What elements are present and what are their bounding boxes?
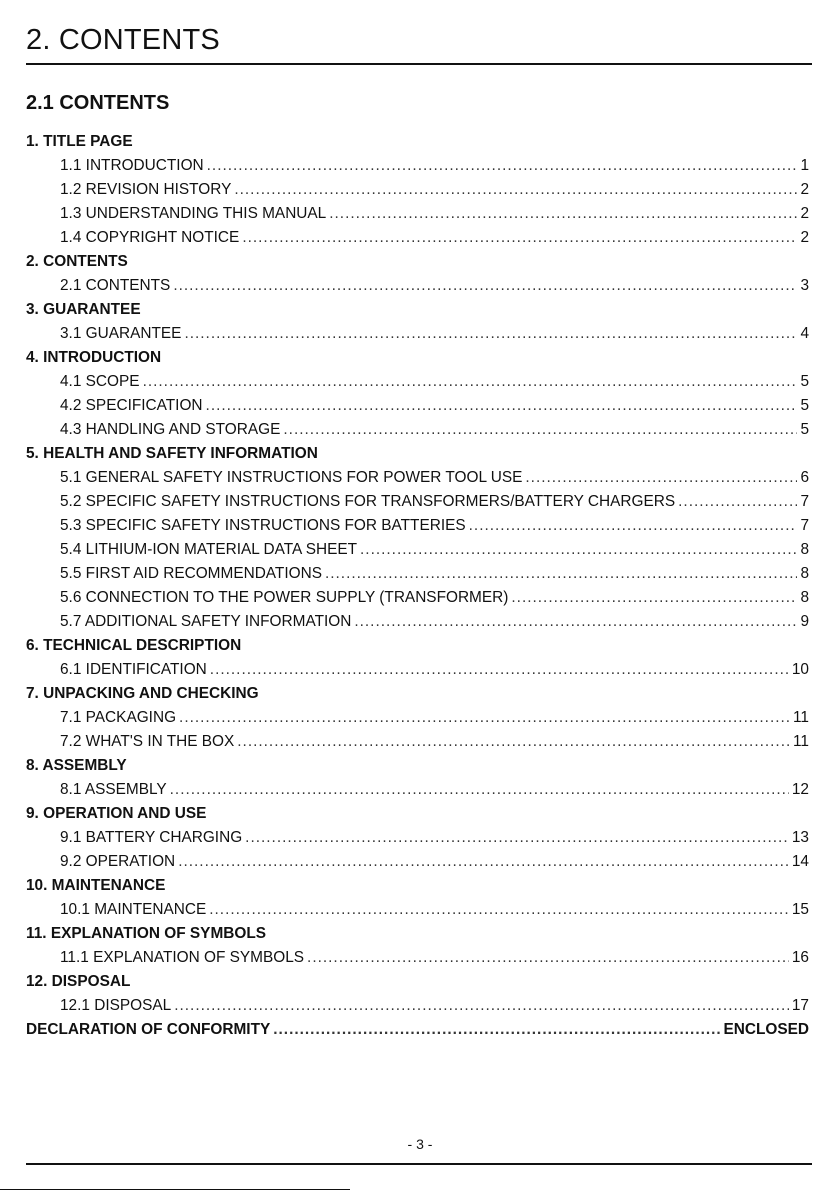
toc-entry-page: 7 — [800, 517, 809, 534]
toc-entry-page: 10 — [791, 661, 809, 678]
toc-dot-leader — [307, 946, 789, 970]
toc-dot-leader — [174, 994, 789, 1018]
toc-entry-label: 5.1 GENERAL SAFETY INSTRUCTIONS FOR POWER TOOL USE — [60, 469, 523, 486]
toc-entry-label: 5.2 SPECIFIC SAFETY INSTRUCTIONS FOR TRANSFORMERS/BATTERY CHARGERS — [60, 493, 676, 510]
toc-section-entry — [26, 466, 809, 490]
toc-entry-label: 4. INTRODUCTION — [26, 349, 162, 366]
toc-dot-leader — [283, 418, 797, 442]
toc-dot-leader — [242, 226, 797, 250]
toc-entry-page: 5 — [800, 397, 809, 414]
toc-section-entry — [26, 946, 809, 970]
toc-chapter-entry — [26, 346, 809, 370]
toc-section-entry — [26, 154, 809, 178]
toc-entry-label: 1. TITLE PAGE — [26, 133, 133, 150]
toc-section-entry — [26, 850, 809, 874]
toc-section-entry — [26, 274, 809, 298]
toc-section-entry — [26, 898, 809, 922]
toc-entry-page: 5 — [800, 373, 809, 390]
toc-entry-label: 5.6 CONNECTION TO THE POWER SUPPLY (TRANSFORMER) — [60, 589, 509, 606]
toc-section-entry — [26, 490, 809, 514]
toc-entry-label: 5. HEALTH AND SAFETY INFORMATION — [26, 445, 318, 462]
toc-section-entry — [26, 826, 809, 850]
toc-section-entry — [26, 778, 809, 802]
toc-dot-leader — [143, 370, 798, 394]
toc-entry-label: 4.1 SCOPE — [60, 373, 140, 390]
header-rule — [26, 63, 812, 65]
toc-entry-label: 2.1 CONTENTS — [60, 277, 171, 294]
toc-section-entry — [26, 994, 809, 1018]
toc-dot-leader — [173, 274, 797, 298]
toc-chapter-entry — [26, 754, 809, 778]
page-title: 2. CONTENTS — [26, 24, 220, 56]
toc-dot-leader — [245, 826, 789, 850]
toc-entry-label: 5.3 SPECIFIC SAFETY INSTRUCTIONS FOR BATTERIES — [60, 517, 466, 534]
toc-entry-page: 15 — [791, 901, 809, 918]
toc-entry-page: ENCLOSED — [723, 1021, 809, 1038]
toc-dot-leader — [360, 538, 797, 562]
toc-section-entry — [26, 610, 809, 634]
toc-chapter-entry — [26, 802, 809, 826]
toc-chapter-entry — [26, 970, 809, 994]
toc-section-entry — [26, 658, 809, 682]
toc-section-entry — [26, 706, 809, 730]
toc-section-entry — [26, 538, 809, 562]
toc-dot-leader — [184, 322, 797, 346]
toc-entry-page: 2 — [800, 181, 809, 198]
toc-dot-leader — [206, 394, 798, 418]
toc-entry-label: 4.2 SPECIFICATION — [60, 397, 203, 414]
footer-rule — [26, 1163, 812, 1165]
toc-dot-leader — [178, 850, 789, 874]
toc-entry-page: 8 — [800, 589, 809, 606]
toc-entry-label: 7.2 WHAT'S IN THE BOX — [60, 733, 235, 750]
toc-dot-leader — [354, 610, 797, 634]
toc-entry-label: 6. TECHNICAL DESCRIPTION — [26, 637, 242, 654]
toc-dot-leader — [209, 898, 789, 922]
toc-chapter-entry — [26, 682, 809, 706]
toc-entry-page: 7 — [800, 493, 809, 510]
toc-entry-page: 3 — [800, 277, 809, 294]
toc-entry-page: 11 — [793, 709, 809, 726]
toc-section-entry — [26, 514, 809, 538]
toc-entry-label: 7. UNPACKING AND CHECKING — [26, 685, 259, 702]
toc-entry-page: 5 — [800, 421, 809, 438]
toc-entry-page: 2 — [800, 229, 809, 246]
toc-section-entry — [26, 178, 809, 202]
toc-chapter-entry — [26, 250, 809, 274]
toc-chapter-entry — [26, 1018, 809, 1042]
toc-entry-page: 2 — [800, 205, 809, 222]
toc-dot-leader — [237, 730, 790, 754]
toc-entry-label: 2. CONTENTS — [26, 253, 128, 270]
toc-dot-leader — [210, 658, 789, 682]
toc-section-entry — [26, 586, 809, 610]
page-number: - 3 - — [407, 1136, 433, 1152]
toc-entry-page: 11 — [793, 733, 809, 750]
toc-entry-page: 4 — [800, 325, 809, 342]
toc-entry-label: 8. ASSEMBLY — [26, 757, 127, 774]
toc-entry-page: 16 — [791, 949, 809, 966]
toc-entry-label: 3.1 GUARANTEE — [60, 325, 182, 342]
toc-entry-label: 3. GUARANTEE — [26, 301, 141, 318]
toc-dot-leader — [525, 466, 797, 490]
toc-dot-leader — [678, 490, 797, 514]
toc-entry-page: 8 — [800, 565, 809, 582]
toc-entry-label: 8.1 ASSEMBLY — [60, 781, 167, 798]
toc-entry-label: 5.5 FIRST AID RECOMMENDATIONS — [60, 565, 322, 582]
toc-entry-label: 12. DISPOSAL — [26, 973, 131, 990]
toc-entry-label: 9.2 OPERATION — [60, 853, 176, 870]
toc-entry-label: 12.1 DISPOSAL — [60, 997, 172, 1014]
toc-entry-label: 1.3 UNDERSTANDING THIS MANUAL — [60, 205, 327, 222]
crop-line — [0, 1189, 350, 1190]
toc-section-entry — [26, 730, 809, 754]
toc-entry-label: 4.3 HANDLING AND STORAGE — [60, 421, 281, 438]
toc-dot-leader — [511, 586, 797, 610]
toc-entry-label: 11.1 EXPLANATION OF SYMBOLS — [60, 949, 305, 966]
toc-section-entry — [26, 226, 809, 250]
toc-entry-page: 6 — [800, 469, 809, 486]
toc-dot-leader — [273, 1018, 720, 1042]
toc-entry-label: 11. EXPLANATION OF SYMBOLS — [26, 925, 267, 942]
toc-dot-leader — [234, 178, 797, 202]
toc-entry-label: 9.1 BATTERY CHARGING — [60, 829, 243, 846]
toc-dot-leader — [469, 514, 798, 538]
table-of-contents — [26, 130, 809, 1042]
section-title: 2.1 CONTENTS — [26, 92, 170, 114]
toc-dot-leader — [170, 778, 789, 802]
toc-entry-page: 13 — [791, 829, 809, 846]
toc-section-entry — [26, 322, 809, 346]
toc-dot-leader — [329, 202, 797, 226]
toc-chapter-entry — [26, 298, 809, 322]
toc-section-entry — [26, 418, 809, 442]
toc-entry-page: 17 — [791, 997, 809, 1014]
toc-chapter-entry — [26, 130, 809, 154]
toc-entry-label: 10.1 MAINTENANCE — [60, 901, 207, 918]
toc-entry-label: 1.4 COPYRIGHT NOTICE — [60, 229, 240, 246]
toc-chapter-entry — [26, 442, 809, 466]
toc-dot-leader — [207, 154, 798, 178]
toc-chapter-entry — [26, 874, 809, 898]
toc-entry-page: 1 — [800, 157, 809, 174]
toc-entry-page: 9 — [800, 613, 809, 630]
toc-entry-page: 12 — [791, 781, 809, 798]
toc-chapter-entry — [26, 922, 809, 946]
toc-dot-leader — [325, 562, 797, 586]
toc-section-entry — [26, 562, 809, 586]
toc-entry-label: DECLARATION OF CONFORMITY — [26, 1021, 271, 1038]
toc-chapter-entry — [26, 634, 809, 658]
toc-section-entry — [26, 370, 809, 394]
toc-entry-label: 1.1 INTRODUCTION — [60, 157, 204, 174]
toc-entry-label: 10. MAINTENANCE — [26, 877, 166, 894]
toc-entry-label: 5.4 LITHIUM-ION MATERIAL DATA SHEET — [60, 541, 358, 558]
toc-section-entry — [26, 202, 809, 226]
toc-entry-label: 7.1 PACKAGING — [60, 709, 177, 726]
toc-entry-page: 8 — [800, 541, 809, 558]
toc-entry-page: 14 — [791, 853, 809, 870]
toc-section-entry — [26, 394, 809, 418]
toc-entry-label: 6.1 IDENTIFICATION — [60, 661, 207, 678]
toc-entry-label: 9. OPERATION AND USE — [26, 805, 207, 822]
toc-entry-label: 1.2 REVISION HISTORY — [60, 181, 232, 198]
toc-entry-label: 5.7 ADDITIONAL SAFETY INFORMATION — [60, 613, 352, 630]
toc-dot-leader — [179, 706, 790, 730]
